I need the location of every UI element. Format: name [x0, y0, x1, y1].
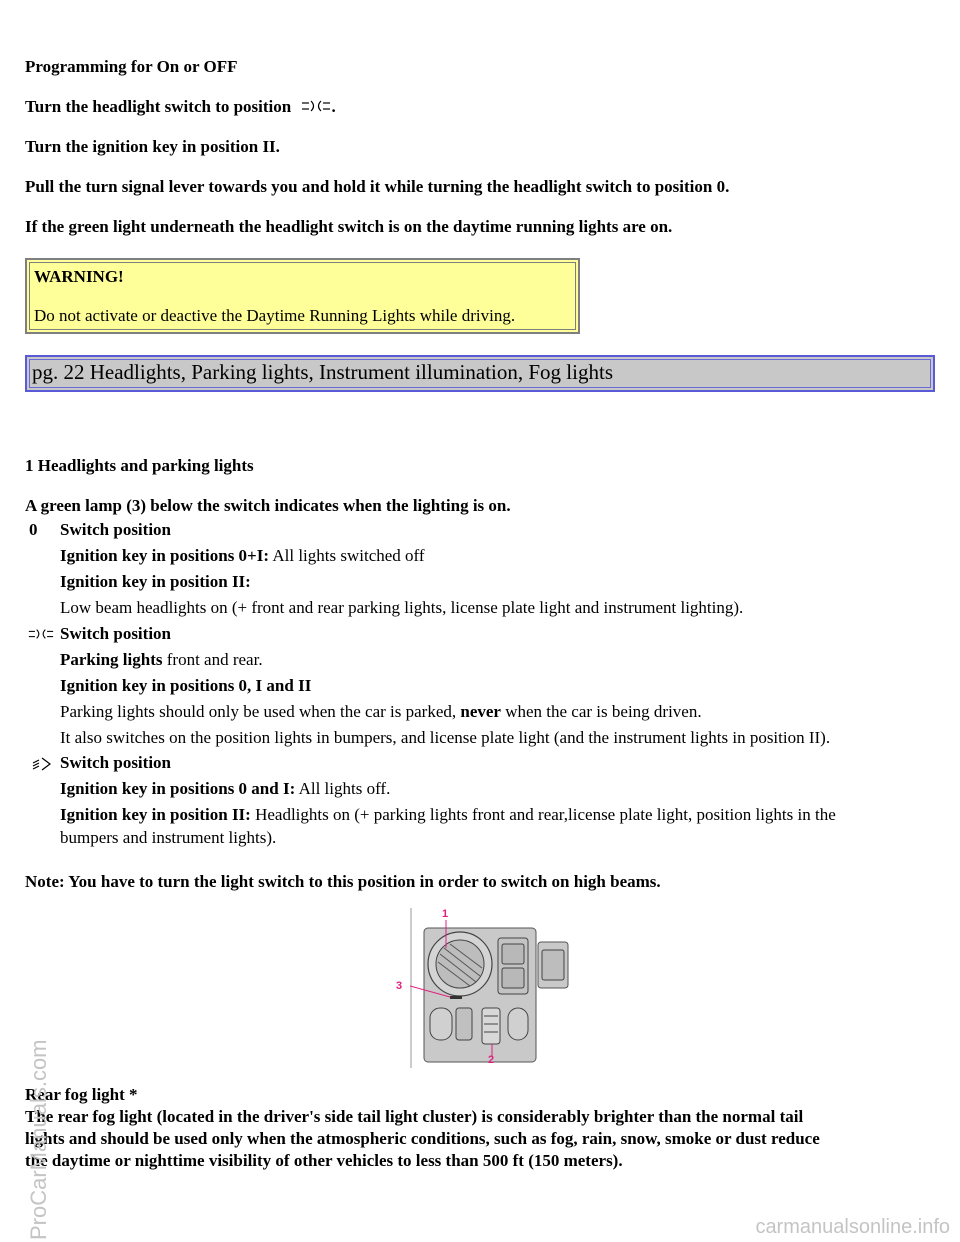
- parking-label: Switch position: [60, 624, 171, 643]
- fog-line-2: lights and should be used only when the atmospheric conditions, such as fog, rain, snow, smoke or dust reduce: [25, 1129, 820, 1148]
- parking-light-icon: [301, 98, 331, 119]
- callout-1: 1: [442, 908, 449, 920]
- headlight-ign2: Ignition key in position II: Headlights on (+ parking lights front and rear,license plate light, position lights in the: [60, 805, 836, 824]
- fog-line-1: The rear fog light (located in the driver's side tail light cluster) is considerably brighter than the normal tail: [25, 1107, 804, 1126]
- headlight-icon: [32, 756, 52, 776]
- light-switch-panel-illustration: [396, 908, 570, 1068]
- headlight-label: Switch position: [60, 753, 171, 772]
- page-heading: [25, 355, 935, 392]
- fog-line-3: the daytime or nighttime visibility of other vehicles to less than 500 ft (150 meters).: [25, 1151, 623, 1170]
- position-0-symbol: 0: [29, 520, 38, 539]
- headlight-ign01: Ignition key in positions 0 and I: All lights off.: [60, 779, 391, 798]
- programming-title: Programming for On or OFF: [25, 57, 238, 76]
- warning-title: WARNING!: [34, 267, 124, 286]
- parking-ign-label: Ignition key in positions 0, I and II: [60, 676, 312, 695]
- callout-2: 2: [488, 1054, 495, 1066]
- parking-note: Parking lights should only be used when the car is parked, never when the car is being driven.: [60, 702, 702, 721]
- position-0-ign2-label: Ignition key in position II:: [60, 572, 251, 591]
- parking-note-2: It also switches on the position lights in bumpers, and license plate light (and the instrument lights in position II).: [60, 728, 831, 747]
- programming-step-1: Turn the headlight switch to position .: [25, 97, 336, 119]
- high-beam-note: Note: You have to turn the light switch to this position in order to switch on high beams.: [25, 872, 661, 891]
- position-0-ign01: Ignition key in positions 0+I: All lights switched off: [60, 546, 425, 565]
- warning-text: Do not activate or deactive the Daytime Running Lights while driving.: [34, 306, 516, 325]
- page-heading-text: pg. 22 Headlights, Parking lights, Instrument illumination, Fog lights: [32, 360, 613, 384]
- headlights-intro: A green lamp (3) below the switch indicates when the lighting is on.: [25, 496, 511, 515]
- headlights-title: 1 Headlights and parking lights: [25, 456, 254, 475]
- programming-step-3: Pull the turn signal lever towards you and hold it while turning the headlight switch to position 0.: [25, 177, 730, 196]
- side-watermark: ProCarManuals.com: [26, 1039, 51, 1240]
- programming-step-2: Turn the ignition key in position II.: [25, 137, 280, 156]
- headlight-ign2-cont: bumpers and instrument lights).: [60, 828, 277, 847]
- callout-3: 3: [396, 980, 403, 992]
- parking-lights-line: Parking lights front and rear.: [60, 650, 263, 669]
- warning-box: [25, 258, 580, 334]
- fog-title: Rear fog light *: [25, 1085, 138, 1104]
- footer-watermark: carmanualsonline.info: [755, 1216, 950, 1238]
- position-0-label: Switch position: [60, 520, 171, 539]
- position-0-ign2-text: Low beam headlights on (+ front and rear parking lights, license plate light and instrument lighting).: [60, 598, 744, 617]
- programming-step-4: If the green light underneath the headlight switch is on the daytime running lights are on.: [25, 217, 673, 236]
